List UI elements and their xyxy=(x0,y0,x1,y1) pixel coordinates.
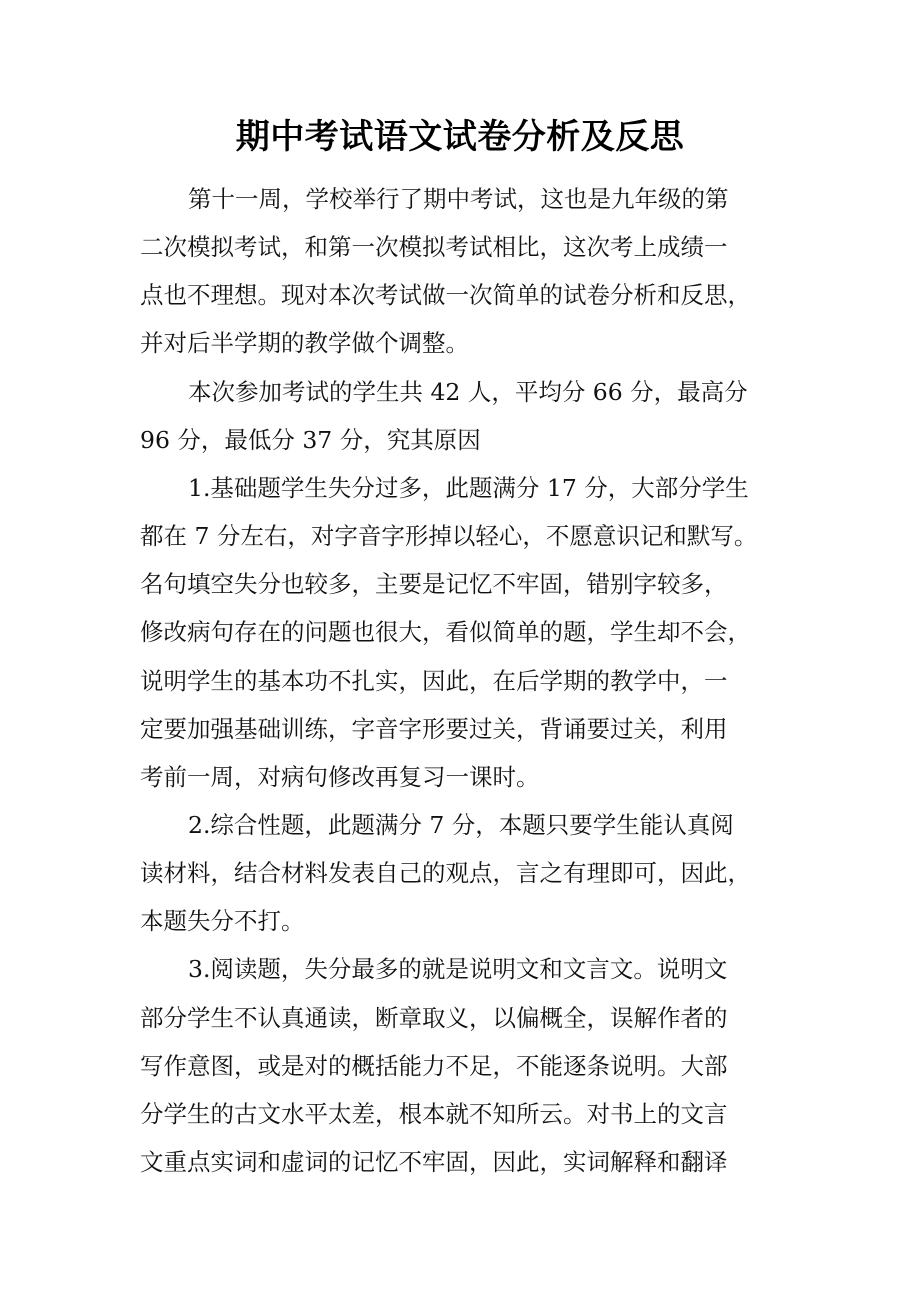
paragraph-line: 文重点实词和虚词的记忆不牢固，因此，实词解释和翻译 xyxy=(140,1148,728,1176)
document-title: 期中考试语文试卷分析及反思 xyxy=(235,117,685,157)
paragraph-line: 第十一周，学校举行了期中考试，这也是九年级的第 xyxy=(188,185,729,213)
paragraph-line: 部分学生不认真通读，断章取义，以偏概全，误解作者的 xyxy=(140,1004,728,1032)
paragraph-line: 都在 7 分左右，对字音字形掉以轻心，不愿意识记和默写。 xyxy=(140,522,758,550)
paragraph-line: 本题失分不打。 xyxy=(140,907,305,935)
paragraph-line: 1.基础题学生失分过多，此题满分 17 分，大部分学生 xyxy=(188,474,749,502)
paragraph-line: 3.阅读题，失分最多的就是说明文和文言文。说明文 xyxy=(188,955,728,983)
paragraph-line: 点也不理想。现对本次考试做一次简单的试卷分析和反思， xyxy=(140,281,751,309)
paragraph-line: 考前一周，对病句修改再复习一课时。 xyxy=(140,763,540,791)
paragraph-line: 二次模拟考试，和第一次模拟考试相比，这次考上成绩一 xyxy=(140,233,728,261)
paragraph-line: 定要加强基础训练，字音字形要过关，背诵要过关，利用 xyxy=(140,715,728,743)
paragraph-line: 名句填空失分也较多，主要是记忆不牢固，错别字较多， xyxy=(140,570,728,598)
paragraph-line: 96 分，最低分 37 分，究其原因 xyxy=(140,426,481,454)
paragraph-line: 修改病句存在的问题也很大，看似简单的题，学生却不会， xyxy=(140,618,751,646)
paragraph-line: 本次参加考试的学生共 42 人，平均分 66 分，最高分 xyxy=(188,378,748,406)
paragraph-line: 说明学生的基本功不扎实，因此，在后学期的教学中，一 xyxy=(140,667,728,695)
paragraph-line: 写作意图，或是对的概括能力不足，不能逐条说明。大部 xyxy=(140,1052,728,1080)
paragraph-line: 并对后半学期的教学做个调整。 xyxy=(140,329,469,357)
paragraph-line: 分学生的古文水平太差，根本就不知所云。对书上的文言 xyxy=(140,1100,728,1128)
paragraph-line: 2.综合性题，此题满分 7 分，本题只要学生能认真阅 xyxy=(188,811,734,839)
paragraph-line: 读材料，结合材料发表自己的观点，言之有理即可，因此， xyxy=(140,859,751,887)
